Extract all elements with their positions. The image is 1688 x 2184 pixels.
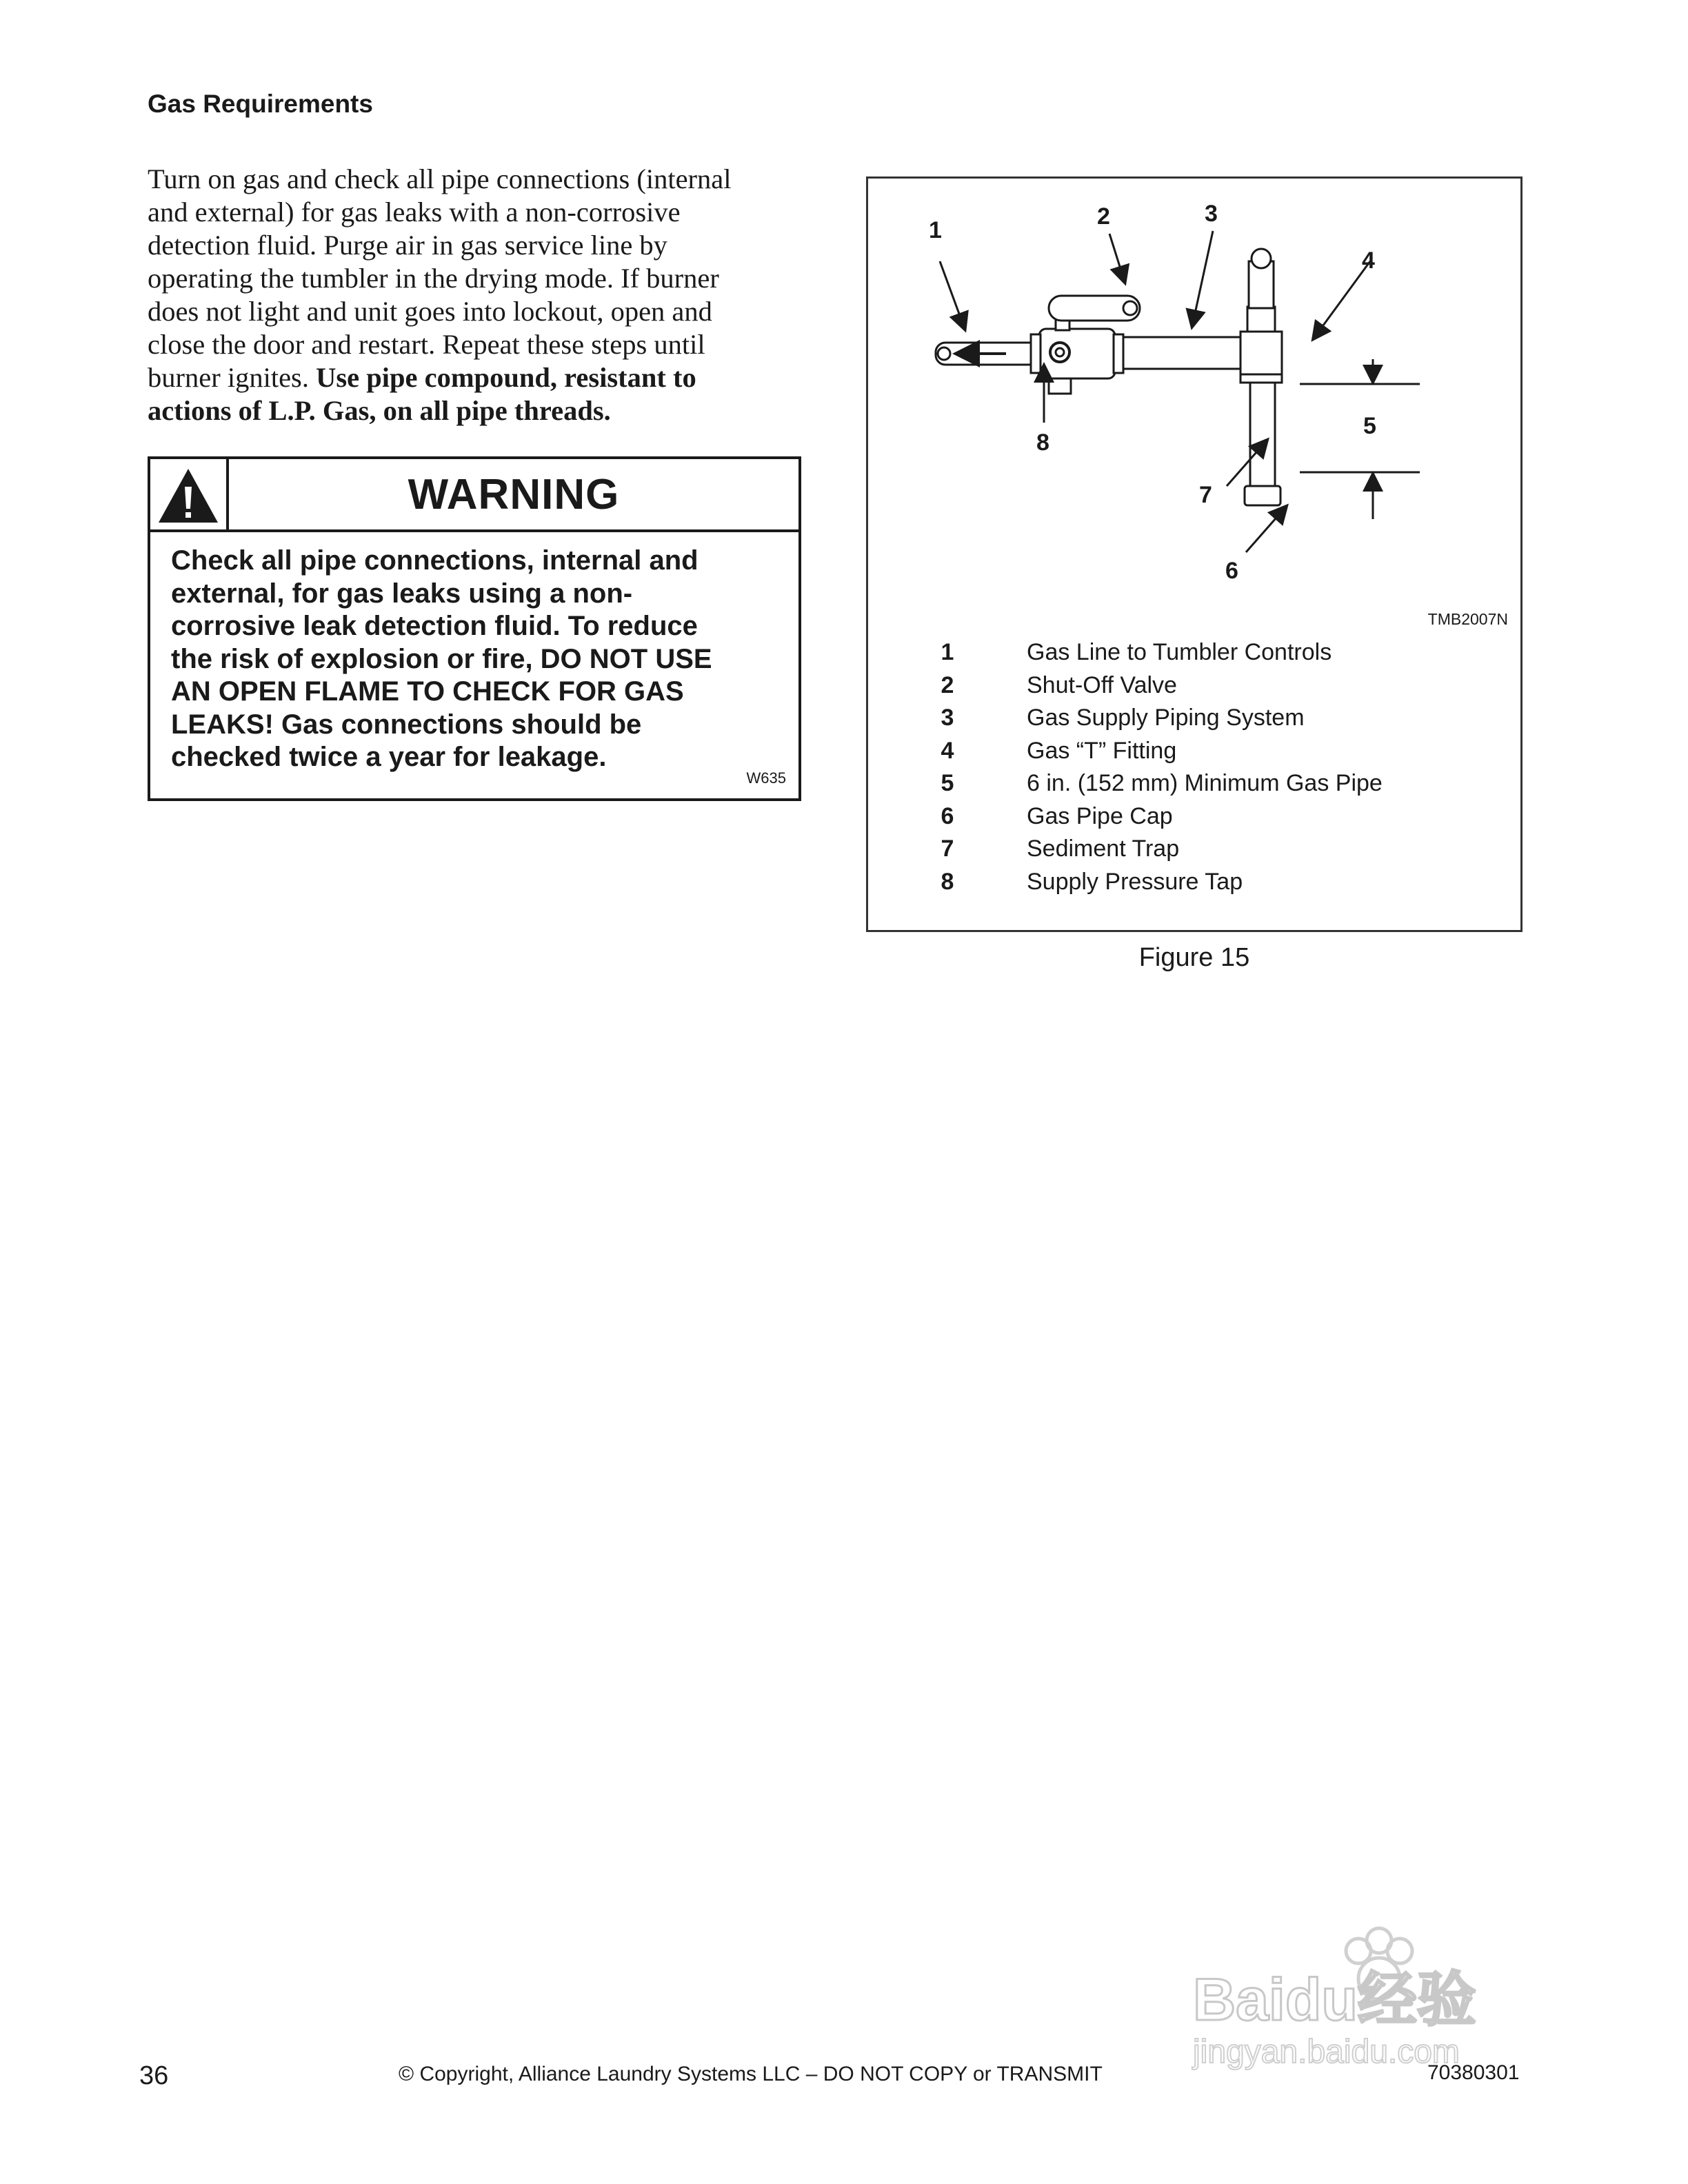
legend-number: 6 [941,802,954,829]
legend-label: 6 in. (152 mm) Minimum Gas Pipe [1027,770,1383,796]
section-heading: Gas Requirements [148,90,373,118]
legend-label: Gas Line to Tumbler Controls [1027,639,1332,665]
callout-2: 2 [1097,203,1110,230]
body-line: operating the tumbler in the drying mode. If burner [148,263,719,294]
body-line-bold: actions of L.P. Gas, on all pipe threads. [148,395,611,426]
legend-label: Gas Pipe Cap [1027,802,1173,829]
warning-icon-cell [150,459,229,529]
legend-number: 4 [941,737,954,764]
warning-line: the risk of explosion or fire, DO NOT USE [171,643,712,674]
legend-label: Supply Pressure Tap [1027,868,1243,895]
callout-4: 4 [1362,247,1375,274]
warning-title: WARNING [408,471,620,518]
warning-line: checked twice a year for leakage. [171,742,607,772]
legend-number: 5 [941,770,954,796]
warning-triangle-icon [150,459,226,529]
legend-number: 3 [941,705,954,731]
body-line: detection fluid. Purge air in gas service line by [148,230,667,261]
warning-line: external, for gas leaks using a non- [171,578,633,609]
warning-line: corrosive leak detection fluid. To reduce [171,611,698,641]
warning-code: W635 [746,769,786,787]
body-line [148,361,810,394]
callout-1: 1 [929,217,942,243]
document-number: 70380301 [1427,2061,1520,2084]
body-line: close the door and restart. Repeat these steps until [148,329,705,360]
gas-pipe-diagram [868,179,1520,606]
figure-caption: Figure 15 [1138,943,1250,972]
body-line-normal: burner ignites. [148,362,316,393]
tee-fitting [1240,332,1282,374]
legend-label: Shut-Off Valve [1027,671,1177,698]
figure-code: TMB2007N [1427,610,1508,628]
legend-label: Sediment Trap [1027,836,1180,862]
pipe-cap [1245,486,1280,505]
body-paragraph [148,163,810,427]
supply-pipe [1123,337,1247,369]
watermark-subtext: jingyan.baidu.com [1193,2034,1460,2070]
copyright-notice: © Copyright, Alliance Laundry Systems LLC – DO NOT COPY or TRANSMIT [399,2063,1103,2085]
warning-line: Check all pipe connections, internal and [171,545,699,576]
legend-number: 8 [941,868,954,895]
body-line [148,394,810,427]
legend-number: 1 [941,639,954,665]
callout-7: 7 [1199,482,1212,508]
body-line: Turn on gas and check all pipe connections (internal [148,163,732,194]
baidu-watermark [1172,1903,1586,2075]
sediment-trap-pipe [1250,383,1275,486]
warning-body [171,545,792,774]
legend-label: Gas Supply Piping System [1027,705,1305,731]
body-line: and external) for gas leaks with a non-corrosive [148,196,681,228]
body-line: does not light and unit goes into lockout, open and [148,296,712,327]
legend-number: 2 [941,671,954,698]
callout-3: 3 [1205,201,1218,227]
warning-line: LEAKS! Gas connections should be [171,709,642,740]
body-line-bold: Use pipe compound, resistant to [316,362,696,393]
callout-8: 8 [1036,429,1049,456]
legend-number: 7 [941,836,954,862]
watermark-text: Baidu经验 [1193,1967,1476,2033]
page-number: 36 [139,2061,169,2090]
figure-frame [866,176,1523,932]
callout-6: 6 [1225,558,1238,584]
warning-header [150,459,798,532]
callout-5: 5 [1363,413,1376,439]
legend-label: Gas “T” Fitting [1027,737,1177,764]
warning-line: AN OPEN FLAME TO CHECK FOR GAS [171,676,684,707]
warning-box [148,456,801,801]
